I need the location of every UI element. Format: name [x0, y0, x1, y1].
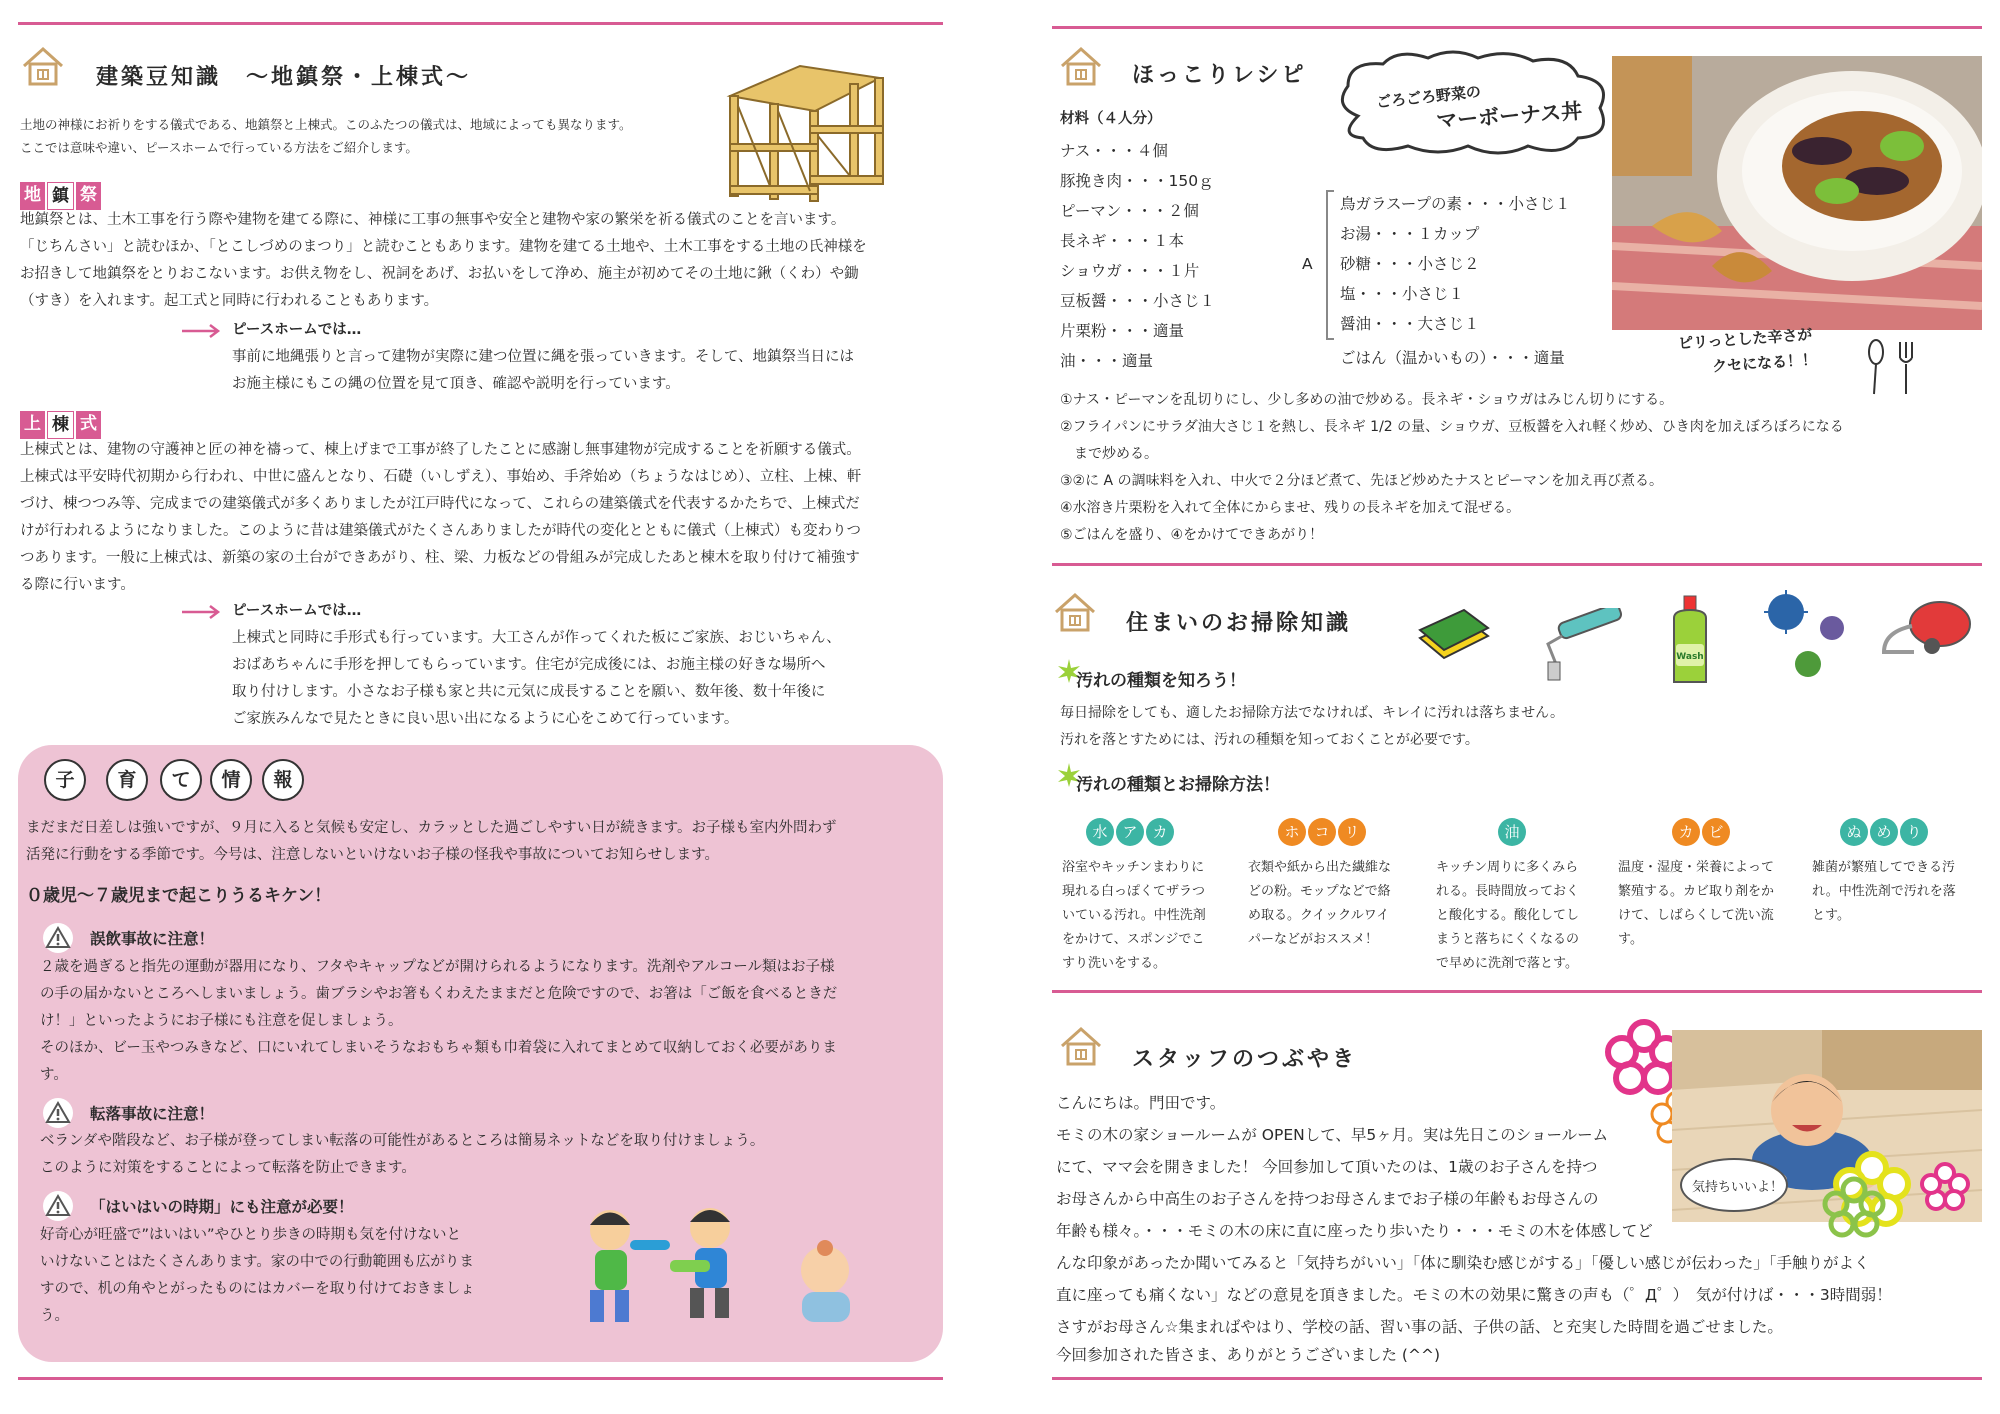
joto-line: つあります。一般に上棟式は、新築の家の土台ができあがり、柱、梁、力板などの骨組みが完成したあと棟木を取り付けて補強す [20, 550, 860, 566]
dish-subtitle: ごろごろ野菜の [1375, 82, 1482, 112]
stain-type-hokori [1278, 818, 1368, 846]
arrow-icon [180, 604, 222, 620]
stain-desc: 現れる白っぽくてザラつ [1062, 884, 1206, 899]
stain-desc: キッチン周りに多くみら [1436, 860, 1579, 875]
sauce-item: お湯・・・１カップ [1340, 225, 1480, 243]
rice-item: ごはん（温かいもの）・・・適量 [1340, 349, 1565, 367]
stain-type-numeri [1840, 818, 1930, 846]
detergent-label: Wash [1676, 652, 1704, 662]
sauce-a-label: A [1302, 255, 1313, 273]
stain-desc: 繁殖する。カビ取り剤をか [1618, 884, 1775, 899]
tag-char: 式 [76, 411, 101, 439]
tag-char: 上 [20, 411, 45, 439]
paint-roller-icon [1528, 608, 1632, 682]
ingredient: 油・・・適量 [1060, 352, 1154, 370]
staff-line: お母さんから中高生のお子さんを持つお母さんまでお子様の年齢もお母さんの [1056, 1190, 1599, 1208]
staff-line: んな印象があったか聞いてみると「気持ちがいい」「体に馴染む感じがする」「優しい感じが伝わった」「手触りがよく [1056, 1254, 1870, 1272]
staff-line: さすがお母さん☆集まればやはり、学校の話、習い事の話、子供の話、と充実した時間を過ごせました。 [1056, 1318, 1783, 1336]
top-rule-right [1052, 26, 1982, 29]
kosodate-title-char: 育 [106, 759, 148, 801]
stain-type-abura [1498, 818, 1528, 846]
sponge-icon [1416, 608, 1492, 668]
divider-cleaning [1052, 990, 1982, 993]
sauce-item: 醤油・・・大さじ１ [1340, 315, 1480, 333]
goin-line: ２歳を過ぎると指先の運動が器用になり、フタやキャップなどが開けられるようになります。洗剤やアルコール類はお子様 [40, 959, 835, 975]
tag-char: 地 [20, 182, 45, 210]
stain-desc: め取る。クイックルワイ [1248, 908, 1390, 923]
jichin-line: 地鎮祭とは、土木工事を行う際や建物を建てる際に、神様に工事の無事や安全と建物や家の繁栄を祈る儀式のことを言います。 [20, 212, 846, 228]
goin-line: す。 [40, 1067, 68, 1083]
kosodate-title-char: て [160, 759, 202, 801]
ingredient: 長ネギ・・・１本 [1060, 232, 1185, 250]
stain-type-mizuaka [1086, 818, 1176, 846]
kiken-title: ０歳児～７歳児まで起こりうるキケン！ [26, 886, 332, 906]
staff-line: にて、ママ会を開きました！ 今回参加して頂いたのは、1歳のお子さんを持つ [1056, 1158, 1598, 1176]
ingredient: 片栗粉・・・適量 [1060, 322, 1185, 340]
speech-bubble-text: 気持ちいいよ！ [1692, 1180, 1784, 1195]
warning-icon [42, 1190, 74, 1222]
mame-intro-1: 土地の神様にお祈りをする儀式である、地鎮祭と上棟式。このふたつの儀式は、地域によっても異なります。 [20, 117, 632, 132]
tag-char: 祭 [76, 182, 101, 210]
kosodate-title-char: 子 [44, 759, 86, 801]
staff-line: こんにちは。門田です。 [1056, 1094, 1226, 1112]
house-icon [1058, 1024, 1104, 1070]
stain-label-char: 水 [1086, 818, 1114, 846]
divider-recipe [1052, 563, 1982, 566]
kosodate-title-char: 報 [262, 759, 304, 801]
kosodate-intro: 活発に行動をする季節です。今号は、注意しないといけないお子様の怪我や事故についてお知らせします。 [26, 847, 719, 863]
haihai-title: 「はいはいの時期」にも注意が必要！ [90, 1198, 354, 1216]
ingredient: ピーマン・・・２個 [1060, 202, 1199, 220]
goin-title: 誤飲事故に注意！ [90, 930, 215, 948]
staff-line: 年齢も様々。・・・モミの木の床に直に座ったり歩いたり・・・モミの木を体感してど [1056, 1222, 1653, 1240]
jichin-peace-head: ピースホームでは… [232, 322, 362, 338]
stain-type-kabi [1672, 818, 1732, 846]
goin-line: そのほか、ビー玉やつみきなど、口にいれてしまいそうなおもちゃ類も巾着袋に入れてまとめて収納しておく必要がありま [40, 1040, 837, 1056]
haihai-line: いけないことはたくさんあります。家の中での行動範囲も広がりま [40, 1254, 474, 1270]
sauce-item: 塩・・・小さじ１ [1340, 285, 1465, 303]
children-playing-illustration [560, 1200, 900, 1340]
stain-label-char: リ [1338, 818, 1366, 846]
sauce-bracket [1326, 190, 1334, 340]
recipe-step: ②フライパンにサラダ油大さじ１を熱し、長ネギ 1/2 の量、ショウガ、豆板醤を入れ軽く炒め、ひき肉を加えぼろぼろになる [1060, 419, 1844, 435]
tenraku-line: このように対策をすることによって転落を防止できます。 [40, 1160, 416, 1176]
stain-desc: いている汚れ。中性洗剤 [1062, 908, 1206, 923]
recipe-step: ④水溶き片栗粉を入れて全体にからませ、残りの長ネギを加えて混ぜる。 [1060, 500, 1521, 516]
joto-line: づけ、棟つつみ等、完成までの建築儀式が多くありましたが江戸時代になって、これらの建築儀式を代表するかたちで、上棟式だ [20, 496, 860, 512]
cleaning-title: 住まいのお掃除知識 [1126, 611, 1352, 636]
cleaning-line: 汚れを落とすためには、汚れの種類を知っておくことが必要です。 [1060, 732, 1479, 748]
kosodate-title-char: 情 [210, 759, 252, 801]
staff-line: 今回参加された皆さま、ありがとうございました (^^) [1056, 1346, 1440, 1364]
joto-peace-line: 上棟式と同時に手形式も行っています。大工さんが作ってくれた板にご家族、おじいちゃん、 [232, 630, 841, 646]
house-frame-illustration [710, 56, 915, 204]
staff-title: スタッフのつぶやき [1132, 1047, 1358, 1072]
ingredient: ショウガ・・・１片 [1060, 262, 1200, 280]
tagline-1: ピリっとした辛さが [1677, 325, 1813, 353]
goin-line: け！」といったようにお子様にも注意を促しましょう。 [40, 1013, 403, 1029]
spoon-fork-icon [1862, 338, 1922, 396]
jichin-peace-line: お施主様にもこの縄の位置を見て頂き、確認や説明を行っています。 [232, 376, 680, 392]
bottom-rule-left [18, 1377, 943, 1380]
stain-label-char: り [1900, 818, 1928, 846]
stain-desc: まうと落ちにくくなるの [1436, 932, 1580, 947]
servings: 材料（４人分） [1060, 111, 1162, 127]
house-icon [1058, 44, 1104, 90]
cleaning-sub1: 汚れの種類を知ろう！ [1076, 671, 1246, 691]
ingredient: ナス・・・４個 [1060, 142, 1168, 160]
dish-name: マーボーナス丼 [1435, 98, 1583, 134]
haihai-line: う。 [40, 1308, 69, 1324]
ingredient: 豆板醤・・・小さじ１ [1060, 292, 1216, 310]
house-icon [1052, 590, 1098, 636]
mabo-photo [1612, 56, 1982, 330]
stain-label-char: カ [1672, 818, 1700, 846]
tenraku-title: 転落事故に注意！ [90, 1105, 215, 1123]
stain-desc: パーなどがおススメ！ [1248, 932, 1379, 947]
stain-desc: 雑菌が繁殖してできる汚 [1812, 860, 1956, 875]
stain-desc: と酸化する。酸化してし [1436, 908, 1580, 923]
germs-icon [1758, 588, 1858, 688]
arrow-icon [180, 323, 222, 339]
staff-line: 直に座っても痛くない」などの意見を頂きました。モミの木の効果に驚きの声も（゜Д゜） 気が付けば・・・3時間弱！ [1056, 1286, 1892, 1304]
jichin-line: お招きして地鎮祭をとりおこないます。お供え物をし、祝詞をあげ、お払いをして浄め、施主が初めてその土地に鍬（くわ）や鋤 [20, 266, 859, 282]
stain-label-char: 油 [1498, 818, 1526, 846]
cleaning-sub2: 汚れの種類とお掃除方法！ [1076, 775, 1280, 795]
sauce-item: 砂糖・・・小さじ２ [1340, 255, 1480, 273]
stain-label-char: カ [1146, 818, 1174, 846]
recipe-step: ①ナス・ピーマンを乱切りにし、少し多めの油で炒める。長ネギ・ショウガはみじん切りにする。 [1060, 392, 1674, 408]
haihai-line: 好奇心が旺盛で”はいはい”やひとり歩きの時期も気を付けないと [40, 1227, 462, 1243]
joto-peace-line: 取り付けします。小さなお子様も家と共に元気に成長することを願い、数年後、数十年後に [232, 684, 826, 700]
stain-desc: すり洗いをする。 [1062, 956, 1167, 971]
joto-peace-head: ピースホームでは… [232, 603, 362, 619]
tag-char: 鎮 [47, 182, 74, 210]
tag-char: 棟 [47, 411, 74, 439]
stain-desc: 浴室やキッチンまわりに [1062, 860, 1205, 875]
stain-desc: とす。 [1812, 908, 1850, 923]
joto-peace-line: おばあちゃんに手形を押してもらっています。住宅が完成後には、お施主様の好きな場所へ [232, 657, 826, 673]
warning-icon [42, 1097, 74, 1129]
stain-desc: す。 [1618, 932, 1643, 947]
house-icon [20, 44, 66, 90]
sauce-item: 鳥ガラスープの素・・・小さじ１ [1340, 195, 1571, 213]
stain-label-char: ビ [1702, 818, 1730, 846]
recipe-step: ③②に A の調味料を入れ、中火で２分ほど煮て、先ほど炒めたナスとピーマンを加え再び煮る。 [1060, 473, 1664, 489]
flower-decoration [1822, 1176, 1886, 1240]
haihai-line: すので、机の角やとがったものにはカバーを取り付けておきましょ [40, 1281, 475, 1297]
cleaning-line: 毎日掃除をしても、適したお掃除方法でなければ、キレイに汚れは落ちません。 [1060, 705, 1564, 721]
staff-line: モミの木の家ショールームが OPENして、早5ヶ月。実は先日このショールーム [1056, 1126, 1609, 1144]
jichin-peace-line: 事前に地縄張りと言って建物が実際に建つ位置に縄を張っていきます。そして、地鎮祭当日には [232, 349, 855, 365]
joto-peace-line: ご家族みんなで見たときに良い思い出になるように心をこめて行っています。 [232, 711, 739, 727]
stain-desc: れ。中性洗剤で汚れを落 [1812, 884, 1956, 899]
top-rule-left [18, 22, 943, 25]
recipe-step: まで炒める。 [1060, 446, 1158, 462]
stain-desc: をかけて、スポンジでこ [1062, 932, 1205, 947]
kosodate-intro: まだまだ日差しは強いですが、９月に入ると気候も安定し、カラッとした過ごしやすい日が続きます。お子様も室内外問わず [26, 820, 837, 836]
stain-desc: で早めに洗剤で落とす。 [1436, 956, 1578, 971]
flower-decoration [1920, 1162, 1970, 1212]
tenraku-line: ベランダや階段など、お子様が登ってしまい転落の可能性があるところは簡易ネットなどを取り付けましょう。 [40, 1133, 765, 1149]
detergent-bottle-icon [1666, 594, 1714, 688]
goin-line: の手の届かないところへしまいましょう。歯ブラシやお箸もくわえたままだと危険ですので、お箸は「ご飯を食べるときだ [40, 986, 838, 1002]
joto-line: 上棟式とは、建物の守護神と匠の神を禱って、棟上げまで工事が終了したことに感謝し無事建物が完成することを祈願する儀式。 [20, 442, 861, 458]
stain-label-char: ぬ [1840, 818, 1868, 846]
jichin-line: （すき）を入れます。起工式と同時に行われることもあります。 [20, 293, 439, 309]
jichin-line: 「じちんさい」と読むほか、「とこしづめのまつり」と読むこともあります。建物を建てる土地や、土木工事をする土地の氏神様を [20, 239, 867, 255]
stain-desc: どの粉。モップなどで絡 [1248, 884, 1391, 899]
recipe-title: ほっこりレシピ [1132, 63, 1307, 88]
vacuum-icon [1874, 592, 1978, 672]
stain-desc: けて、しばらくして洗い流 [1618, 908, 1774, 923]
stain-desc: れる。長時間放っておく [1436, 884, 1580, 899]
bottom-rule-right [1052, 1377, 1982, 1380]
joto-tag [20, 411, 101, 439]
tagline-2: クセになる！！ [1711, 350, 1818, 376]
stain-label-char: コ [1308, 818, 1336, 846]
jichin-tag [20, 182, 101, 210]
ingredient: 豚挽き肉・・・150ｇ [1060, 172, 1214, 190]
stain-label-char: ア [1116, 818, 1144, 846]
stain-label-char: め [1870, 818, 1898, 846]
joto-line: 上棟式は平安時代初期から行われ、中世に盛んとなり、石礎（いしずえ）、事始め、手斧始め（ちょうなはじめ）、立柱、上棟、軒 [20, 469, 862, 485]
joto-line: けが行われるようになりました。このように昔は建築儀式がたくさんありましたが時代の変化とともに儀式（上棟式）も変わりつ [20, 523, 861, 539]
warning-icon [42, 922, 74, 954]
mame-intro-2: ここでは意味や違い、ピースホームで行っている方法をご紹介します。 [20, 140, 418, 155]
stain-desc: 温度・湿度・栄養によって [1618, 860, 1775, 875]
stain-label-char: ホ [1278, 818, 1306, 846]
stain-desc: 衣類や紙から出た繊維な [1248, 860, 1392, 875]
mame-title: 建築豆知識 ～地鎮祭・上棟式～ [96, 65, 472, 90]
joto-line: る際に行います。 [20, 577, 135, 593]
recipe-step: ⑤ごはんを盛り、④をかけてできあがり！ [1060, 527, 1324, 543]
